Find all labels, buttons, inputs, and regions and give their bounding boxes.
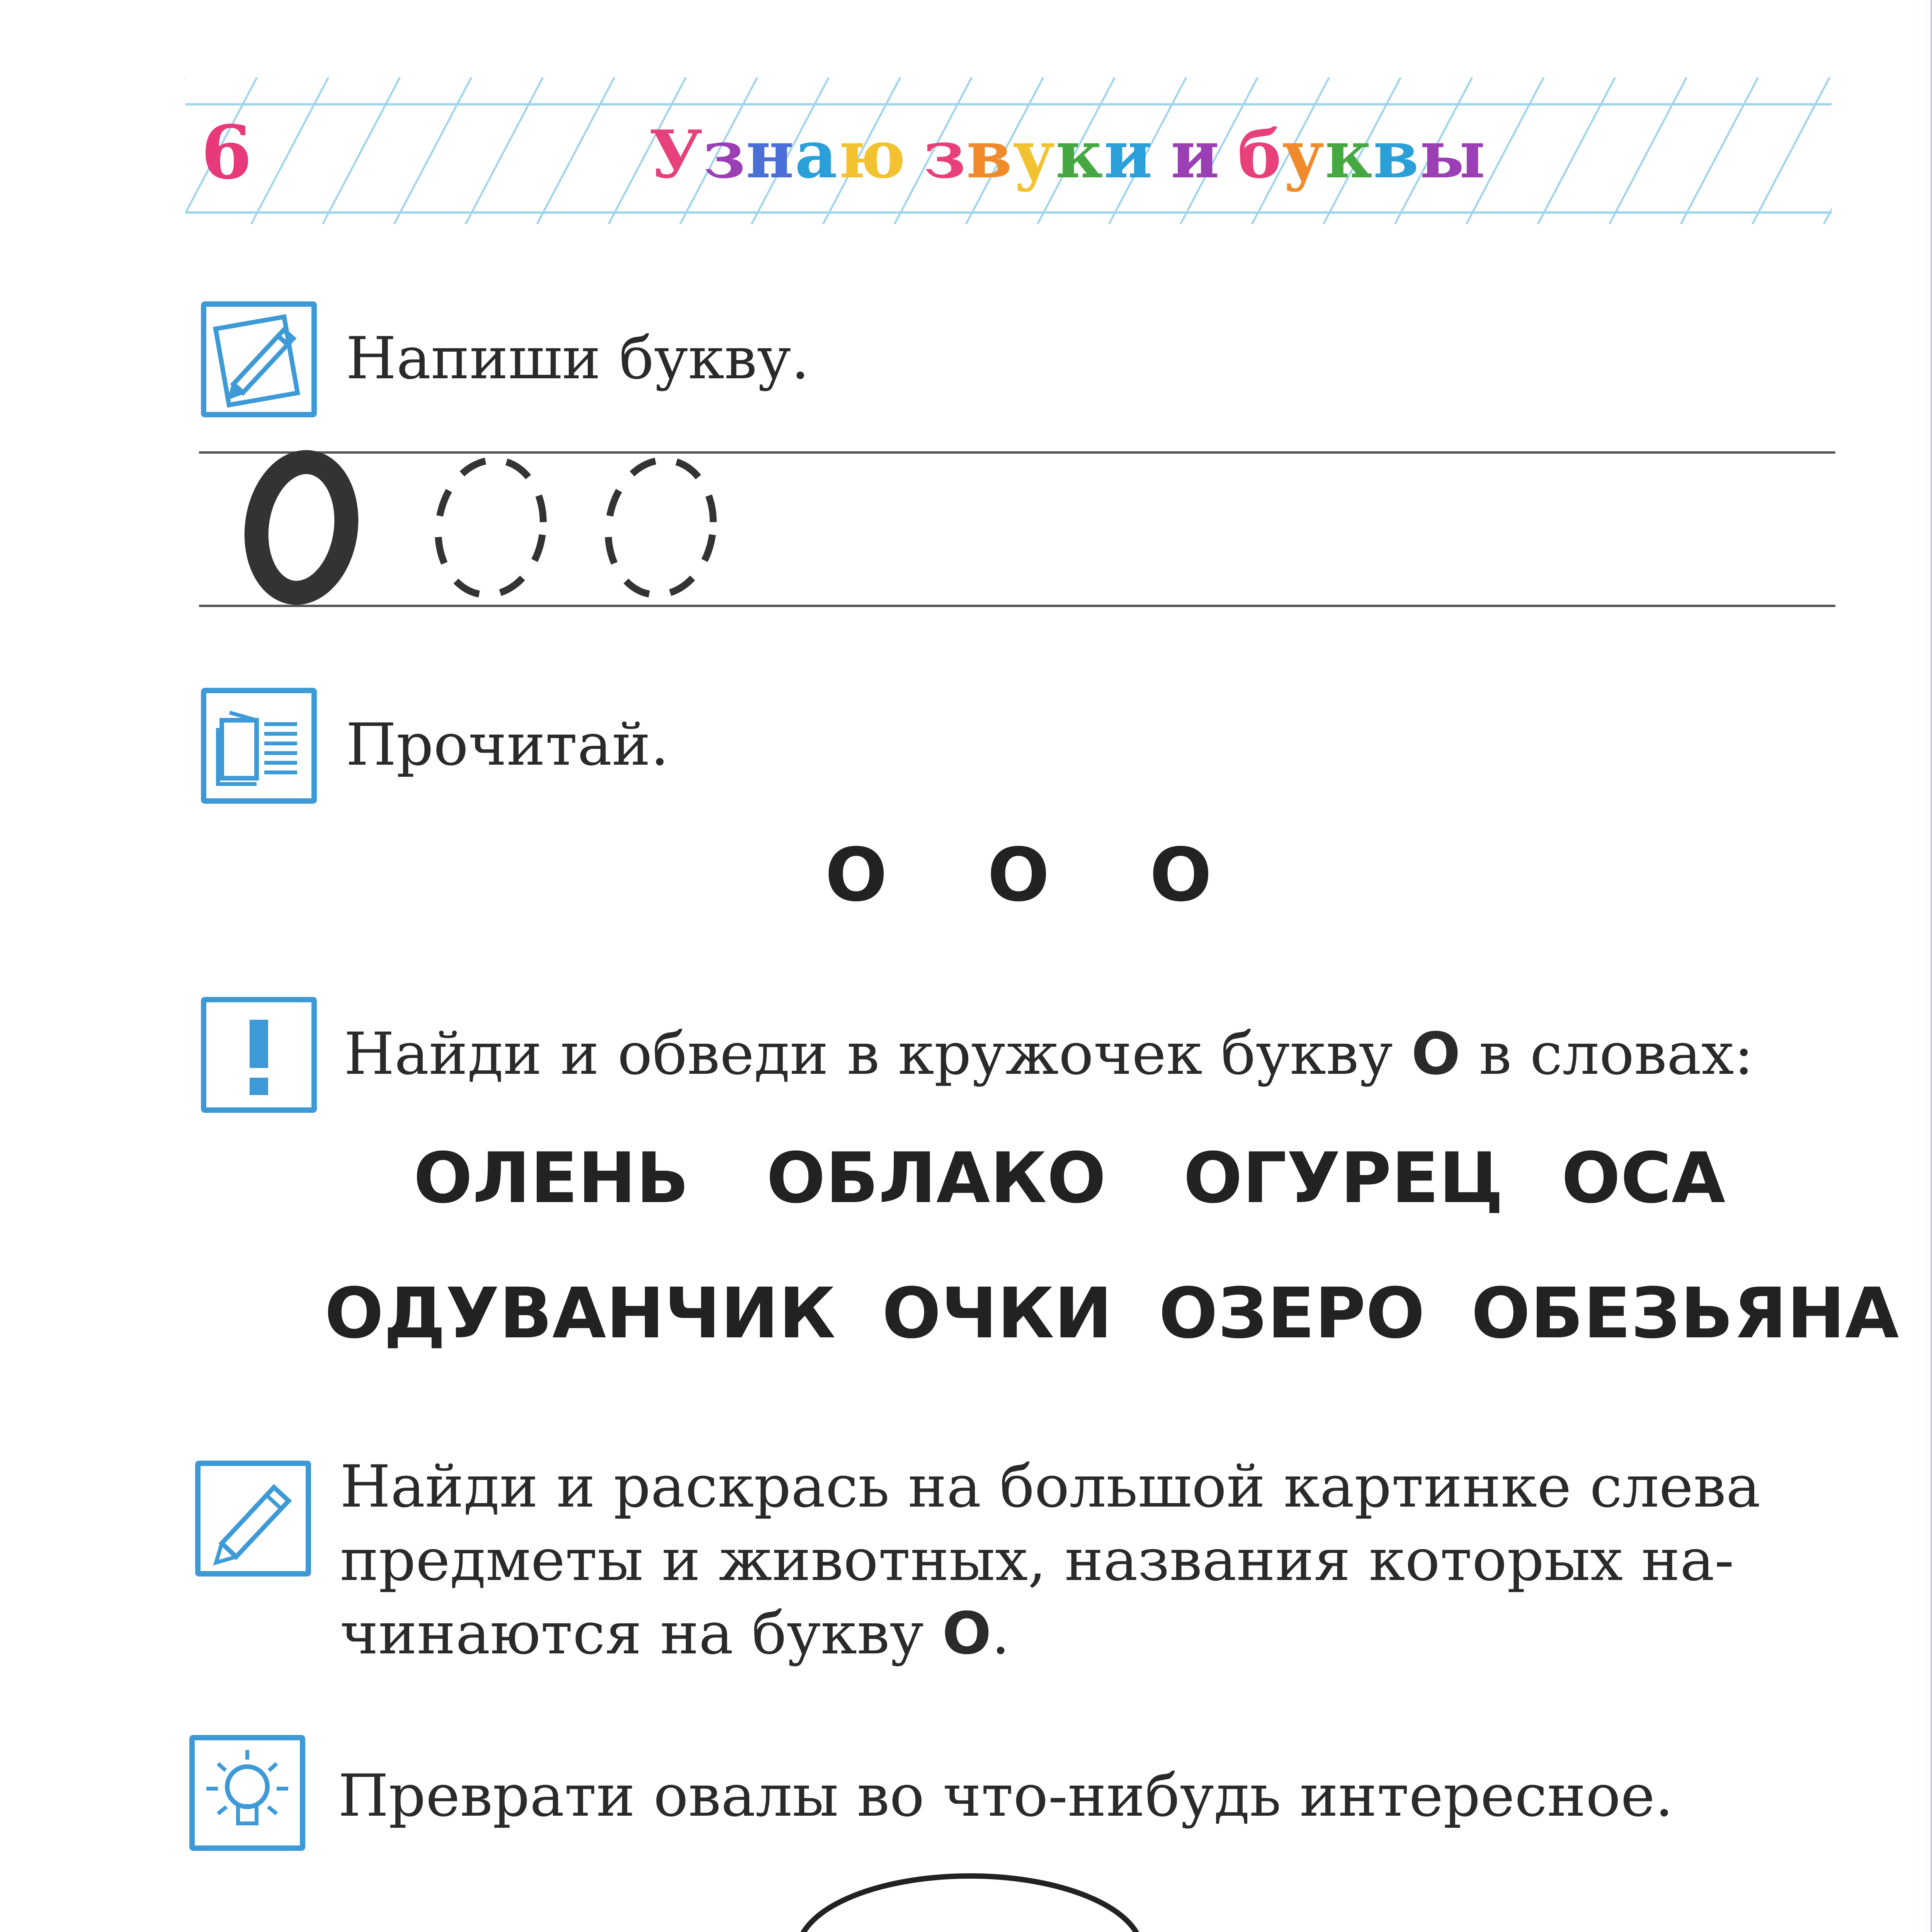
word[interactable]: ОБЛАКО — [766, 1138, 1106, 1219]
word[interactable]: ОЛЕНЬ — [413, 1138, 689, 1219]
read-letter: О — [825, 832, 888, 918]
title-letter: б — [1237, 116, 1282, 193]
task-find-text-after: в словах: — [1460, 1020, 1754, 1088]
word[interactable]: ОДУВАНЧИК — [325, 1273, 836, 1354]
title-letter: к — [1055, 116, 1104, 193]
word[interactable]: ОГУРЕЦ — [1183, 1138, 1503, 1219]
task-color-line2: предметы и животных, названия которых на- — [340, 1527, 1734, 1594]
title-letter: ю — [838, 116, 906, 193]
page-number: 6 — [201, 109, 252, 196]
task-color-letter: О — [942, 1600, 992, 1667]
title-letter: у — [1282, 116, 1325, 193]
title-letter: у — [1013, 116, 1056, 193]
task-find-text-before: Найди и обведи в кружочек букву — [344, 1020, 1412, 1088]
task-color-line3-after: . — [991, 1600, 1010, 1667]
task-draw-text: Преврати овалы во что-нибудь интересное. — [338, 1762, 1673, 1830]
task-read-text: Прочитай. — [346, 711, 669, 779]
task-color-line3-before: чинаются на букву — [340, 1600, 942, 1667]
title-letter: и — [1170, 116, 1220, 193]
title-letter: н — [746, 116, 795, 193]
title-letter: в — [966, 116, 1013, 193]
read-letter: О — [1150, 832, 1212, 918]
title-letter: з — [703, 116, 746, 193]
task-write-text: Напиши букву. — [346, 325, 810, 392]
title-letter: а — [794, 116, 838, 193]
title-letter: и — [1104, 116, 1153, 193]
task-color-line1: Найди и раскрась на большой картинке слева — [340, 1453, 1761, 1520]
task-find-letter: О — [1411, 1020, 1461, 1088]
title-letter: в — [1373, 116, 1420, 193]
word[interactable]: ОСА — [1561, 1138, 1726, 1219]
title-letter: к — [1325, 116, 1373, 193]
title-letter: ы — [1419, 116, 1486, 193]
title-letter: У — [649, 116, 703, 193]
oval-horizontal — [798, 1876, 1142, 1932]
word[interactable]: ОЗЕРО — [1158, 1273, 1425, 1354]
read-letter: О — [987, 832, 1050, 918]
title-letter: з — [923, 116, 966, 193]
word[interactable]: ОБЕЗЬЯНА — [1471, 1273, 1899, 1354]
word[interactable]: ОЧКИ — [882, 1273, 1112, 1354]
